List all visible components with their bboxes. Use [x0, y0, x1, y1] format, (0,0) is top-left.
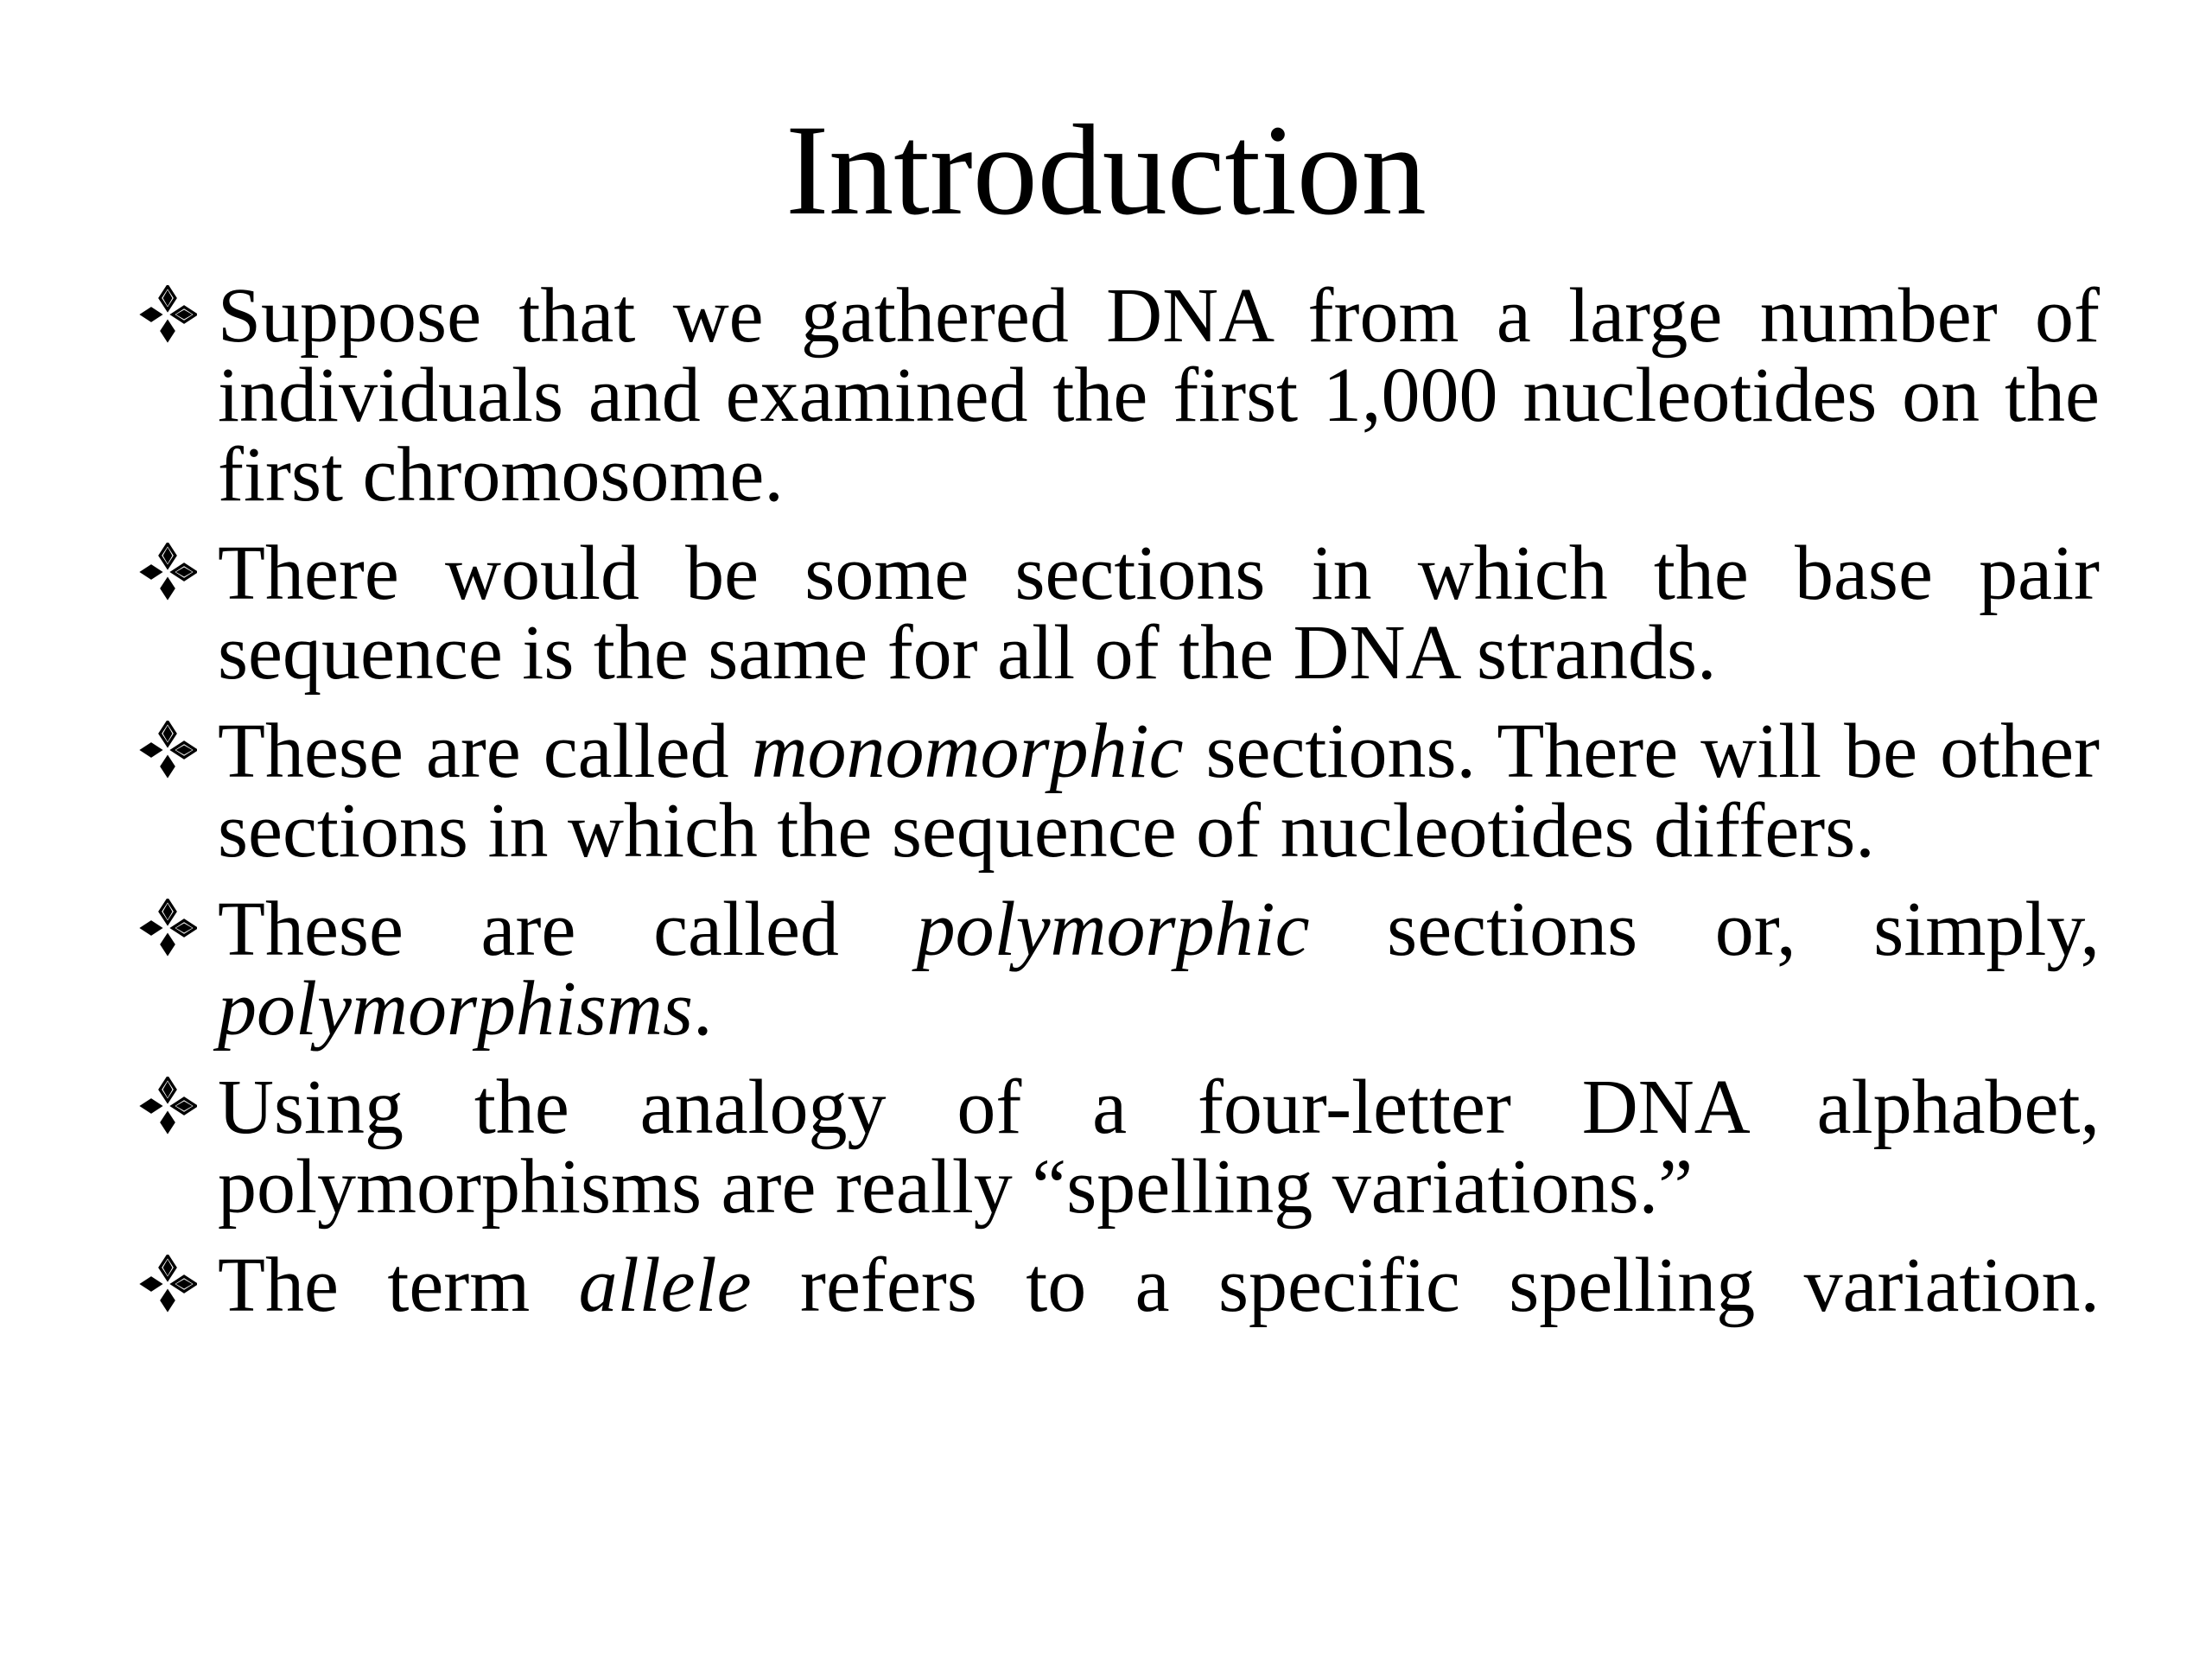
bullet-text-segment: . — [693, 966, 713, 1052]
bullet-text-italic: monomorphic — [751, 709, 1184, 794]
bullet-text-italic: allele — [578, 1243, 752, 1328]
bullet-text-segment: Suppose that we gathered DNA from a large number of individuals and examined the first 1,000 nucleotides on the first chromosome. — [218, 273, 2100, 518]
bullet-item — [138, 273, 2100, 518]
bullet-item — [138, 709, 2100, 874]
bullet-text-segment: These are called — [218, 887, 917, 972]
bullet-item — [138, 887, 2101, 1052]
four-diamond-icon — [138, 285, 197, 344]
bullet-text — [218, 531, 2100, 696]
bullet-text — [218, 1243, 2100, 1328]
four-diamond-icon — [138, 1255, 197, 1313]
four-diamond-icon — [138, 1077, 197, 1135]
bullet-text-segment: Using the analogy of a four-letter DNA alphabet, polymorphisms are really “spelling variations.” — [218, 1065, 2100, 1230]
bullet-text-segment: The term — [218, 1243, 579, 1328]
bullet-list — [138, 273, 2101, 1344]
bullet-text-segment: There would be some sections in which the base pair sequence is the same for all of the DNA strands. — [218, 531, 2100, 696]
bullet-text-segment: sections. There will be other sections in which the sequence of nucleotides differs. — [218, 709, 2100, 874]
bullet-text-italic: polymorphic — [916, 887, 1310, 972]
bullet-item — [138, 1065, 2100, 1230]
slide-title: Introduction — [785, 99, 1427, 242]
bullet-item — [138, 1243, 2100, 1328]
bullet-text — [218, 273, 2100, 518]
four-diamond-icon — [138, 721, 197, 779]
four-diamond-icon — [138, 899, 197, 957]
bullet-text-segment: refers to a specific spelling variation. — [751, 1243, 2100, 1328]
bullet-text — [218, 887, 2100, 1052]
bullet-text-segment: sections or, simply, — [1309, 887, 2101, 972]
bullet-text — [218, 709, 2100, 874]
bullet-text — [218, 1065, 2100, 1230]
bullet-text-segment: These are called — [218, 709, 752, 794]
bullet-text-italic: polymorphisms — [218, 966, 694, 1052]
four-diamond-icon — [138, 543, 197, 601]
bullet-item — [138, 531, 2100, 696]
